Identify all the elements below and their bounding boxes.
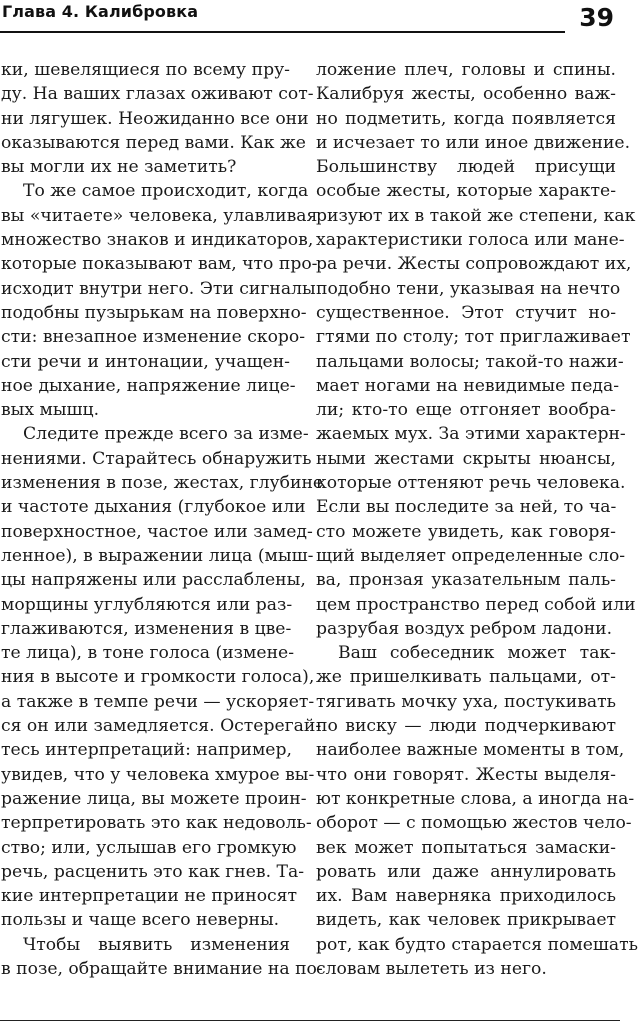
text-line: подобны пузырькам на поверхно- [1, 302, 307, 323]
text-line: глаживаются, изменения в цве- [1, 618, 292, 639]
text-line: разрубая воздух ребром ладони. [316, 618, 613, 639]
text-line: ражение лица, вы можете проин- [1, 788, 307, 809]
text-line: кие интерпретации не приносят [1, 886, 298, 907]
text-line: щий выделяет определенные сло- [316, 545, 626, 566]
text-line: То же самое происходит, когда [23, 181, 309, 202]
text-line: Большинству людей присущи [316, 157, 616, 178]
footer-rule [0, 1020, 620, 1021]
text-line: цем пространство перед собой или [316, 594, 636, 615]
text-line: сти речи и интонации, учащен- [1, 351, 290, 372]
text-line: Ваш собеседник может так- [338, 643, 616, 664]
text-line: а также в темпе речи — ускоряет- [1, 691, 315, 712]
text-line: ное дыхание, напряжение лице- [1, 375, 296, 396]
text-line: и частоте дыхания (глубокое или [1, 497, 306, 518]
text-line: и исчезает то или иное движение. [316, 132, 631, 153]
text-line: наиболее важные моменты в том, [316, 740, 625, 761]
text-line: вы могли их не заметить? [1, 157, 237, 178]
text-line: жаемых мух. За этими характерн- [316, 424, 626, 445]
text-line: те лица), в тоне голоса (измене- [1, 643, 295, 664]
text-line: сти: внезапное изменение скоро- [1, 327, 306, 348]
text-line: ровать или даже аннулировать [316, 861, 616, 882]
text-line: сто можете увидеть, как говоря- [316, 521, 616, 542]
text-line: подобно тени, указывая на нечто [316, 278, 621, 299]
text-line: терпретировать это как недоволь- [1, 813, 312, 834]
text-line: Калибруя жесты, особенно важ- [316, 84, 616, 105]
text-line: их. Вам наверняка приходилось [316, 886, 616, 907]
text-line: ся он или замедляется. Остерегай- [1, 716, 322, 737]
text-line: ра речи. Жесты сопровождают их, [316, 254, 632, 275]
text-line: особые жесты, которые характе- [316, 181, 616, 202]
text-line: Чтобы выявить изменения [23, 934, 290, 955]
text-line: которые показывают вам, что про- [1, 254, 318, 275]
text-line: поверхностное, частое или замед- [1, 521, 313, 542]
text-line: ния в высоте и громкости голоса), [1, 667, 315, 688]
text-line: видеть, как человек прикрывает [316, 910, 616, 931]
text-line: в позе, обращайте внимание на по- [1, 958, 323, 979]
page-number: 39 [579, 3, 614, 32]
header-rule [0, 31, 565, 33]
text-line: Следите прежде всего за изме- [23, 424, 309, 445]
text-line: ки, шевелящиеся по всему пру- [1, 60, 290, 80]
text-line: пальцами волосы; такой-то нажи- [316, 351, 624, 372]
text-line: ризуют их в такой же степени, как [316, 205, 636, 226]
text-line: оказываются перед вами. Как же [1, 132, 306, 153]
text-line: характеристики голоса или мане- [316, 230, 625, 251]
text-line: что они говорят. Жесты выделя- [316, 764, 616, 785]
text-line: ложение плеч, головы и спины. [316, 60, 616, 80]
text-line: ду. На ваших глазах оживают сот- [1, 84, 314, 105]
text-line: ными жестами скрыты нюансы, [316, 448, 616, 469]
text-line: тягивать мочку уха, постукивать [316, 691, 616, 712]
text-line: речь, расценить это как гнев. Та- [1, 861, 305, 882]
text-line: существенное. Этот стучит но- [316, 302, 616, 323]
text-line: нениями. Старайтесь обнаружить [1, 448, 312, 469]
text-line: вы «читаете» человека, улавливая [1, 205, 318, 226]
text-line: исходит внутри него. Эти сигналы [1, 278, 316, 299]
text-line: мает ногами на невидимые педа- [316, 375, 620, 396]
text-line: морщины углубляются или раз- [1, 594, 293, 615]
text-line: век может попытаться замаски- [316, 837, 616, 858]
text-line: Если вы последите за ней, то ча- [316, 497, 617, 518]
right-text-column [316, 58, 638, 981]
text-line: гтями по столу; тот приглаживает [316, 327, 631, 348]
text-line: оборот — с помощью жестов чело- [316, 813, 632, 834]
text-line: увидев, что у человека хмурое вы- [1, 764, 315, 785]
text-line: по виску — люди подчеркивают [316, 716, 616, 737]
text-line: цы напряжены или расслаблены, [1, 570, 306, 591]
text-line: ленное), в выражении лица (мыш- [1, 545, 314, 566]
text-line: же пришелкивать пальцами, от- [316, 667, 616, 688]
text-line: ни лягушек. Неожиданно все они [1, 108, 309, 129]
text-line: словам вылететь из него. [316, 958, 547, 979]
text-line: вых мышц. [1, 400, 100, 421]
page-header [0, 0, 620, 40]
text-line: пользы и чаще всего неверны. [1, 910, 280, 931]
text-line: ют конкретные слова, а иногда на- [316, 788, 635, 809]
text-line: тесь интерпретаций: например, [1, 740, 292, 761]
text-line: множество знаков и индикаторов, [1, 230, 314, 251]
running-head: Глава 4. Калибровка [2, 2, 199, 21]
text-line: изменения в позе, жестах, глубине [1, 473, 324, 494]
text-line: ли; кто-то еще отгоняет вообра- [316, 400, 616, 421]
text-line: которые оттеняют речь человека. [316, 473, 626, 494]
text-line: ва, пронзая указательным паль- [316, 570, 616, 591]
text-line: но подметить, когда появляется [316, 108, 616, 129]
left-text-column [1, 58, 324, 981]
text-line: рот, как будто старается помешать [316, 934, 638, 955]
text-line: ство; или, услышав его громкую [1, 837, 297, 858]
